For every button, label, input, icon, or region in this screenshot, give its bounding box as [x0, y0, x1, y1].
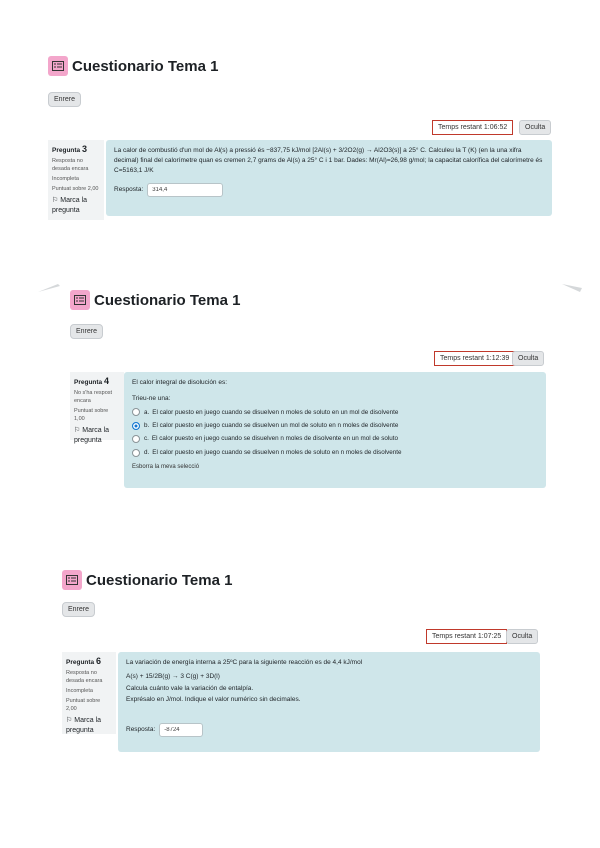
question-label: Pregunta: [52, 147, 81, 154]
radio-button[interactable]: [132, 422, 140, 430]
back-button[interactable]: Enrere: [70, 324, 103, 339]
question-line-2: Calcula cuánto vale la variación de entalpía.: [126, 684, 254, 692]
question-points: Puntuat sobre 2,00: [66, 697, 101, 712]
flag-question[interactable]: [66, 716, 112, 736]
question-info: [48, 140, 104, 220]
quiz-icon: [48, 56, 68, 76]
flag-icon: ⚐: [66, 716, 73, 724]
answer-input[interactable]: [147, 183, 223, 197]
option-2[interactable]: [132, 421, 538, 430]
question-info: [70, 372, 124, 445]
question-status: Resposta no desada encara: [52, 158, 89, 173]
page-corner-right: [560, 284, 584, 296]
hide-timer-button[interactable]: Oculta: [519, 120, 551, 135]
option-letter: b.: [144, 421, 150, 429]
flag-icon: ⚐: [52, 196, 59, 204]
flag-question[interactable]: [52, 196, 100, 216]
option-letter: a.: [144, 408, 150, 416]
reaction-equation: A(s) + 15/2B(g) → 3 C(g) + 3D(l): [126, 672, 220, 680]
question-line-3: Exprésalo en J/mol. Indique el valor numérico sin decimales.: [126, 696, 301, 704]
answer-row: [114, 183, 544, 197]
option-3[interactable]: [132, 434, 538, 443]
question-points: Puntuat sobre 2,00: [52, 185, 99, 192]
question-box: [124, 372, 546, 488]
screenshot-2: [0, 280, 600, 500]
timer: Temps restant 1:06:52: [432, 120, 513, 135]
page-title: Cuestionario Tema 1: [86, 571, 233, 589]
question-points: Puntuat sobre 1,00: [74, 407, 109, 422]
question-status: No s'ha respost encara: [74, 390, 113, 405]
page-title: Cuestionario Tema 1: [72, 57, 219, 75]
option-letter: c.: [144, 435, 149, 443]
question-text: La calor de combustió d'un mol de Al(s) a pressió és −837,75 kJ/mol [2Al(s) + 3/2O2(g) → Al2O3(s)] a 25° C. Calculeu la T (K) (en la una xifra decimal) final del calorímetre quan es cremen 2,7 grams de Al(s) a 25° C i 1 bar. Dades: Mr(Al)=26,98 g/mol; la capacitat calorífica del calorímetre és C=5163,1 J/K: [114, 147, 543, 174]
page-title: Cuestionario Tema 1: [94, 291, 241, 309]
screenshot-3: [0, 560, 600, 760]
page-header: [70, 290, 240, 310]
flag-question[interactable]: [74, 426, 120, 446]
back-button[interactable]: Enrere: [48, 92, 81, 107]
answer-input[interactable]: [159, 723, 203, 737]
question-state: Incompleta: [66, 687, 93, 694]
option-text: El calor puesto en juego cuando se disuelven n moles de soluto en un mol de disolvente: [152, 408, 399, 416]
page-header: [48, 56, 218, 76]
option-1[interactable]: [132, 408, 538, 417]
page-header: [62, 570, 232, 590]
option-text: El calor puesto en juego cuando se disuelven n moles de soluto en n moles de disolvente: [152, 448, 402, 456]
option-4[interactable]: [132, 448, 538, 457]
question-state: Incompleta: [52, 175, 79, 182]
question-label: Pregunta: [74, 379, 103, 386]
timer: Temps restant 1:12:39: [434, 351, 515, 366]
question-status: Resposta no desada encara: [66, 670, 103, 685]
options-list: [132, 408, 538, 458]
hide-timer-button[interactable]: Oculta: [506, 629, 538, 644]
quiz-icon: [62, 570, 82, 590]
timer: Temps restant 1:07:25: [426, 629, 507, 644]
question-number: 3: [81, 144, 87, 154]
answer-label: Resposta:: [126, 726, 156, 734]
flag-label: Marca la pregunta: [74, 426, 110, 445]
option-text: El calor puesto en juego cuando se disuelven un mol de soluto en n moles de disolvente: [152, 421, 399, 429]
clear-selection-link[interactable]: Esborra la meva selecció: [132, 464, 200, 471]
screenshot-1: [0, 0, 600, 230]
radio-button[interactable]: [132, 408, 140, 416]
question-box: [118, 652, 540, 752]
question-info: [62, 652, 116, 734]
radio-button[interactable]: [132, 435, 140, 443]
page-corner-left: [38, 284, 62, 296]
answer-label: Resposta:: [114, 186, 144, 194]
option-text: El calor puesto en juego cuando se disuelven n moles de disolvente en un mol de soluto: [151, 435, 398, 443]
flag-icon: ⚐: [74, 426, 81, 434]
question-text: El calor integral de disolución es:: [132, 379, 228, 386]
back-button[interactable]: Enrere: [62, 602, 95, 617]
flag-label: Marca la pregunta: [66, 716, 102, 735]
question-text: La variación de energía interna a 25ºC para la siguiente reacción es de 4,4 kJ/mol: [126, 659, 363, 666]
quiz-icon: [70, 290, 90, 310]
question-number: 6: [95, 656, 101, 666]
radio-button[interactable]: [132, 449, 140, 457]
question-label: Pregunta: [66, 659, 95, 666]
flag-label: Marca la pregunta: [52, 196, 88, 215]
question-number: 4: [103, 376, 109, 386]
question-box: [106, 140, 552, 216]
hide-timer-button[interactable]: Oculta: [512, 351, 544, 366]
choose-label: Trieu-ne una:: [132, 394, 171, 402]
answer-row: [126, 723, 532, 737]
option-letter: d.: [144, 448, 150, 456]
